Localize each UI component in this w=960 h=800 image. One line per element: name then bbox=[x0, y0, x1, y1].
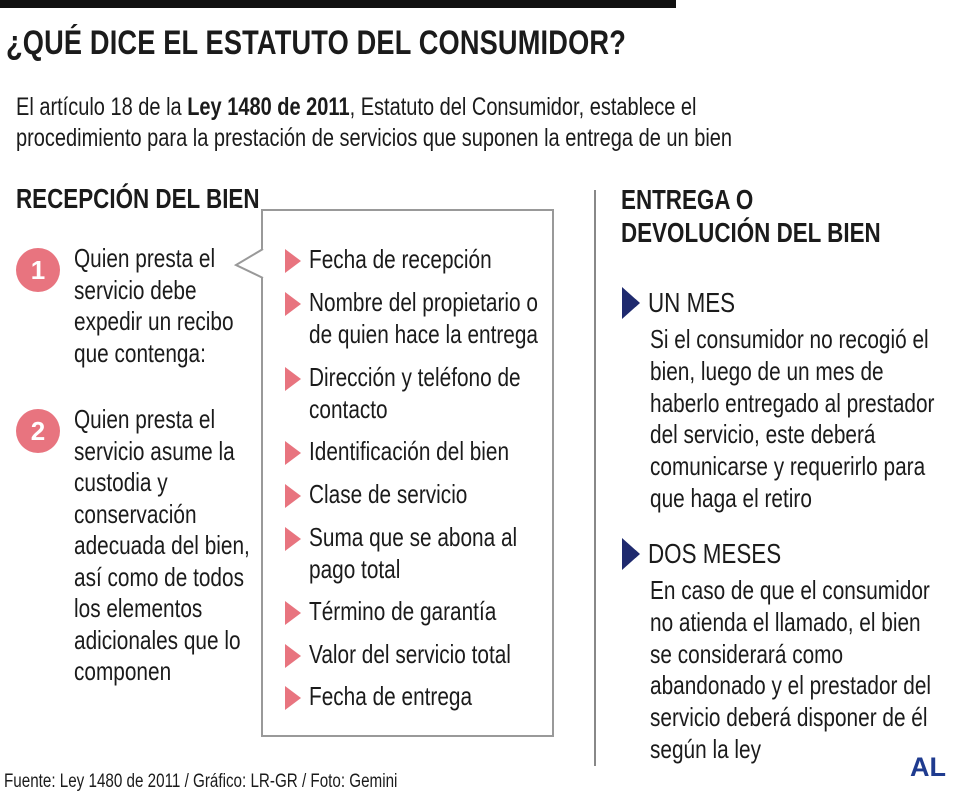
item-2-line: conservación bbox=[74, 498, 197, 529]
receipt-item bbox=[285, 638, 561, 670]
intro-text-c: , Estatuto del Consumidor, establece el bbox=[349, 93, 697, 121]
item-2-line: servicio asume la bbox=[74, 435, 235, 466]
item-2-line: Quien presta el bbox=[74, 404, 216, 434]
intro-law-name: Ley 1480 de 2011 bbox=[187, 93, 350, 121]
page-title bbox=[6, 24, 781, 63]
item-2-line: los elementos bbox=[74, 593, 203, 623]
pink-arrow-icon bbox=[285, 249, 301, 273]
navy-arrow-icon bbox=[622, 287, 640, 319]
two-months-heading bbox=[622, 538, 814, 570]
receipt-item-text: Dirección y teléfono de bbox=[309, 362, 521, 392]
receipt-item bbox=[285, 595, 543, 627]
item-2-line: componen bbox=[74, 656, 172, 686]
item-2-line: adicionales que lo bbox=[74, 624, 241, 655]
item-2-line: así como de todos bbox=[74, 561, 244, 592]
one-month-line: bien, luego de un mes de bbox=[650, 355, 884, 386]
two-months-line: En caso de que el consumidor bbox=[650, 575, 930, 605]
receipt-item bbox=[285, 361, 573, 425]
receipt-item bbox=[285, 243, 537, 275]
pink-arrow-icon bbox=[285, 644, 301, 668]
one-month-line: comunicarse y requerirlo para bbox=[650, 451, 926, 482]
two-months-line: abandonado y el prestador del bbox=[650, 670, 932, 701]
item-2-line: custodia y bbox=[74, 467, 168, 497]
receipt-item-text: Identificación del bien bbox=[309, 436, 510, 466]
intro-text-line2: procedimiento para la prestación de servicios que suponen la entrega de un bien bbox=[16, 124, 733, 152]
speech-pointer bbox=[234, 248, 264, 278]
item-1-line: expedir un recibo bbox=[74, 306, 234, 336]
two-months-line: según la ley bbox=[650, 733, 762, 764]
column-divider bbox=[594, 190, 596, 766]
receipt-contents-box bbox=[261, 209, 554, 737]
return-heading bbox=[621, 183, 946, 249]
numbered-item-1 bbox=[16, 243, 234, 368]
receipt-item bbox=[285, 521, 569, 585]
two-months-line: servicio deberá disponer de él bbox=[650, 702, 928, 733]
one-month-line: haberlo entregado al prestador bbox=[650, 387, 935, 418]
return-heading-line: DEVOLUCIÓN DEL BIEN bbox=[621, 217, 881, 248]
receipt-item-text: Clase de servicio bbox=[309, 479, 468, 509]
pink-arrow-icon bbox=[285, 441, 301, 465]
intro-text-a: El artículo 18 de la bbox=[16, 93, 188, 121]
publisher-logo: AL bbox=[910, 752, 946, 782]
top-rule bbox=[0, 0, 676, 8]
number-badge-2: 2 bbox=[16, 409, 60, 453]
one-month-heading bbox=[622, 287, 757, 319]
receipt-item bbox=[285, 680, 513, 712]
item-1-line: servicio debe bbox=[74, 274, 197, 305]
receipt-item-text: contacto bbox=[309, 394, 388, 424]
pink-arrow-icon bbox=[285, 527, 301, 551]
item-2-line: adecuada del bien, bbox=[74, 530, 250, 560]
pink-arrow-icon bbox=[285, 367, 301, 391]
receipt-item bbox=[285, 286, 595, 350]
reception-heading-text: RECEPCIÓN DEL BIEN bbox=[16, 183, 260, 214]
two-months-line: se considerará como bbox=[650, 638, 844, 669]
numbered-item-2 bbox=[16, 404, 250, 686]
receipt-item-text: Valor del servicio total bbox=[309, 639, 511, 669]
return-heading-line: ENTREGA O bbox=[621, 184, 754, 215]
pink-arrow-icon bbox=[285, 686, 301, 710]
one-month-line: que haga el retiro bbox=[650, 482, 812, 513]
number-badge-1: 1 bbox=[16, 248, 60, 292]
receipt-item-text: Fecha de entrega bbox=[309, 681, 473, 711]
receipt-item-text: Término de garantía bbox=[309, 596, 497, 626]
one-month-line: del servicio, este deberá bbox=[650, 419, 876, 450]
receipt-item-text: de quien hace la entrega bbox=[309, 319, 538, 349]
one-month-text bbox=[650, 324, 960, 515]
two-months-text bbox=[650, 575, 960, 766]
receipt-item-text: Suma que se abona al bbox=[309, 522, 518, 552]
receipt-item-text: pago total bbox=[309, 554, 401, 584]
one-month-line: Si el consumidor no recogió el bbox=[650, 324, 929, 354]
two-months-line: no atienda el llamado, el bien bbox=[650, 606, 921, 637]
pink-arrow-icon bbox=[285, 601, 301, 625]
intro-paragraph bbox=[16, 92, 911, 154]
item-1-line: que contenga: bbox=[74, 337, 206, 368]
pink-arrow-icon bbox=[285, 484, 301, 508]
two-months-label: DOS MESES bbox=[648, 538, 782, 569]
page-title-text: ¿QUÉ DICE EL ESTATUTO DEL CONSUMIDOR? bbox=[6, 24, 626, 62]
receipt-item bbox=[285, 478, 507, 510]
pink-arrow-icon bbox=[285, 292, 301, 316]
item-1-line: Quien presta el bbox=[74, 243, 216, 273]
source-credit bbox=[4, 771, 496, 793]
navy-arrow-icon bbox=[622, 538, 640, 570]
source-credit-text: Fuente: Ley 1480 de 2011 / Gráfico: LR-GR / Foto: Gemini bbox=[4, 771, 398, 792]
one-month-label: UN MES bbox=[648, 287, 736, 318]
receipt-item bbox=[285, 435, 559, 467]
receipt-item-text: Nombre del propietario o bbox=[309, 287, 538, 317]
receipt-item-text: Fecha de recepción bbox=[309, 244, 492, 274]
